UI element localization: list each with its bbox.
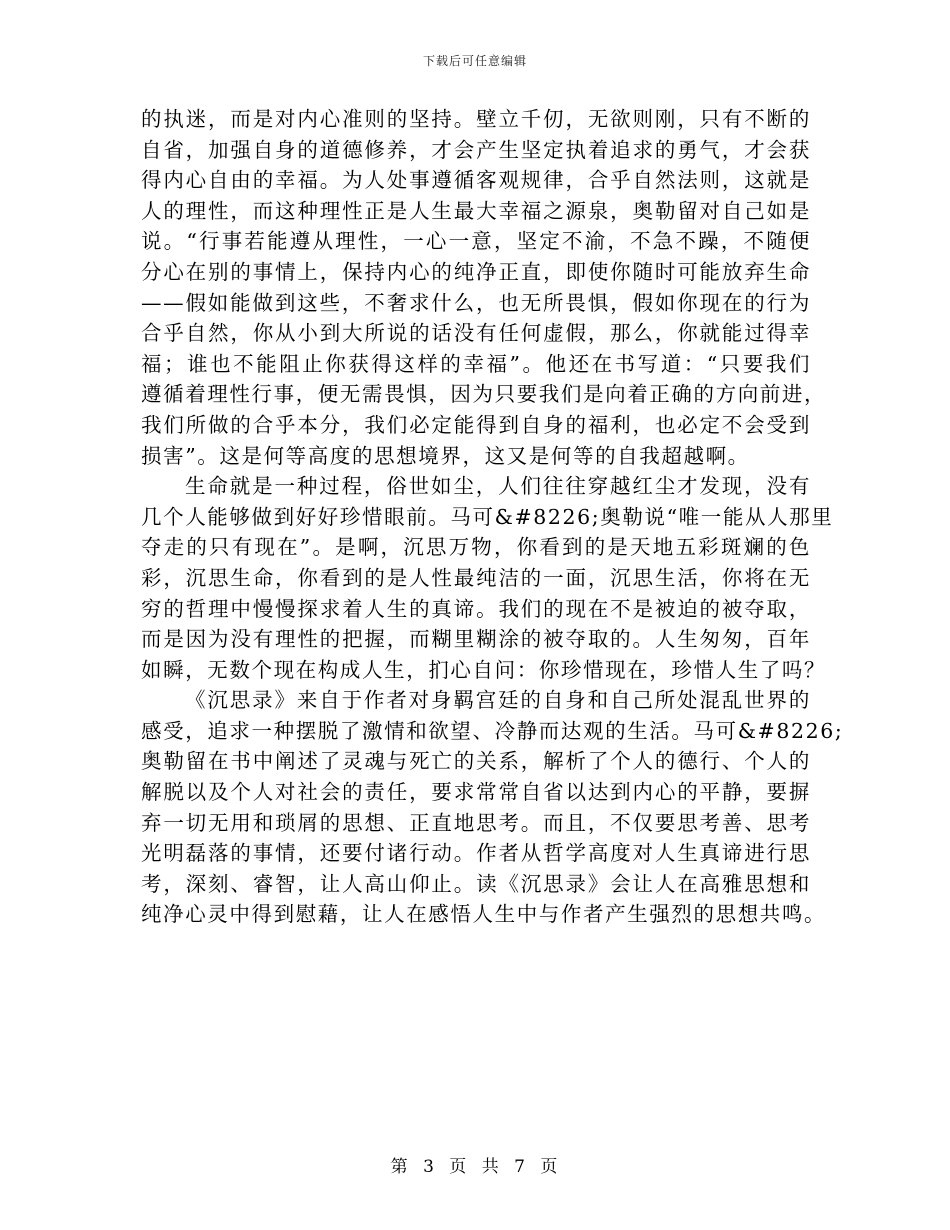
text-line: 遵循着理性行事，便无需畏惧，因为只要我们是向着正确的方向前进，: [141, 382, 827, 407]
page-number: 3: [423, 1157, 436, 1177]
text-line: 福；谁也不能阻止你获得这样的幸福”。他还在书写道：“只要我们: [141, 351, 811, 376]
text-line: 自省，加强自身的道德修养，才会产生坚定执着追求的勇气，才会获: [141, 137, 811, 162]
text-line: 损害”。这是何等高度的思想境界，这又是何等的自我超越啊。: [141, 443, 750, 468]
text-line: 说。“行事若能遵从理性，一心一意，坚定不渝，不急不躁，不随便: [141, 229, 811, 254]
paragraph-3: [141, 685, 844, 930]
footer-suffix: 页: [540, 1157, 560, 1177]
page-total: 7: [514, 1157, 527, 1177]
header-text: 下载后可任意编辑: [422, 54, 527, 68]
text-line: 解脱以及个人对社会的责任，要求常常自省以达到内心的平静，要摒: [141, 780, 811, 805]
footer-prefix: 第: [390, 1157, 410, 1177]
text-line: 彩，沉思生命，你看到的是人性最纯洁的一面，沉思生活，你将在无: [141, 565, 811, 590]
text-line: 弃一切无用和琐屑的思想、正直地思考。而且，不仅要思考善、思考: [141, 810, 811, 835]
page-footer: [0, 1152, 950, 1177]
text-line: 几个人能够做到好好珍惜眼前。马可&#8226;奥勒说“唯一能从人那里: [141, 504, 834, 529]
text-line: 合乎自然，你从小到大所说的话没有任何虚假，那么，你就能过得幸: [141, 321, 811, 346]
text-line: 光明磊落的事情，还要付诸行动。作者从哲学高度对人生真谛进行思: [141, 841, 811, 866]
text-line: 奥勒留在书中阐述了灵魂与死亡的关系，解析了个人的德行、个人的: [141, 749, 811, 774]
page-header: [0, 52, 950, 69]
text-line: 的执迷，而是对内心准则的坚持。壁立千仞，无欲则刚，只有不断的: [141, 107, 811, 131]
text-line: 考，深刻、睿智，让人高山仰止。读《沉思录》会让人在高雅思想和: [141, 871, 811, 896]
document-body: [141, 104, 844, 930]
text-line: 感受，追求一种摆脱了激情和欲望、冷静而达观的生活。马可&#8226;: [141, 718, 844, 743]
text-line: 我们所做的合乎本分，我们必定能得到自身的福利，也必定不会受到: [141, 412, 811, 437]
text-line: 如瞬，无数个现在构成人生，扪心自问：你珍惜现在，珍惜人生了吗？: [141, 657, 827, 682]
text-line: 生命就是一种过程，俗世如尘，人们往往穿越红尘才发现，没有: [185, 474, 811, 499]
text-line: 《沉思录》来自于作者对身羁宫廷的自身和自己所处混乱世界的: [185, 688, 811, 713]
paragraph-1: [141, 104, 827, 471]
text-line: 人的理性，而这种理性正是人生最大幸福之源泉，奥勒留对自己如是: [141, 198, 811, 223]
text-line: 穷的哲理中慢慢探求着人生的真谛。我们的现在不是被迫的被夺取，: [141, 596, 811, 621]
footer-middle: 页 共: [449, 1157, 501, 1177]
text-line: 分心在别的事情上，保持内心的纯净正直，即使你随时可能放弃生命: [141, 259, 811, 284]
text-line: 得内心自由的幸福。为人处事遵循客观规律，合乎自然法则，这就是: [141, 168, 811, 193]
paragraph-2: [141, 471, 834, 685]
text-line: 纯净心灵中得到慰藉，让人在感悟人生中与作者产生强烈的思想共鸣。: [141, 902, 827, 927]
text-line: ——假如能做到这些，不奢求什么，也无所畏惧，假如你现在的行为: [141, 290, 811, 315]
text-line: 夺走的只有现在”。是啊，沉思万物，你看到的是天地五彩斑斓的色: [141, 535, 811, 560]
text-line: 而是因为没有理性的把握，而糊里糊涂的被夺取的。人生匆匆，百年: [141, 627, 811, 652]
